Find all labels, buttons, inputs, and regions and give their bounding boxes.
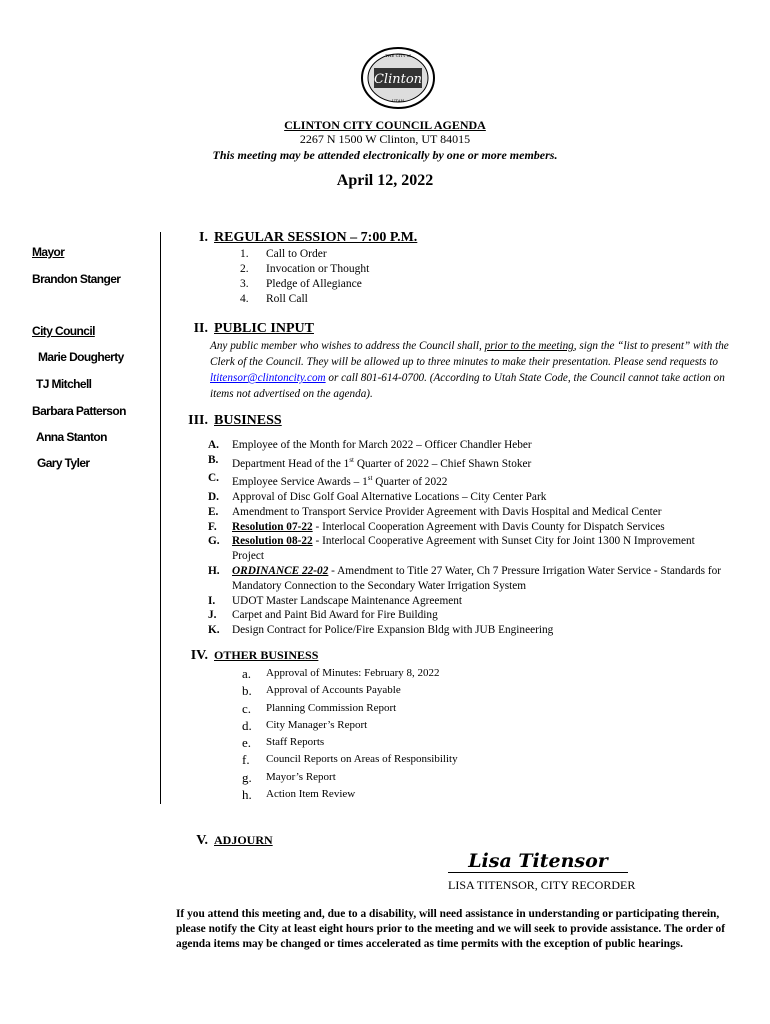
item-letter: c. (242, 700, 252, 716)
item-letter: C. (208, 472, 219, 485)
item-number: 2. (240, 263, 249, 275)
item-text: Action Item Review (266, 788, 356, 801)
section-other-business (174, 648, 318, 664)
list-item (240, 247, 369, 262)
item-text: Approval of Disc Golf Goal Alternative Locations – City Center Park (232, 490, 547, 503)
item-text: Invocation or Thought (266, 263, 370, 275)
item-letter: e. (242, 735, 252, 751)
list-item (208, 520, 728, 535)
resolution-label: Resolution 08-22 (232, 535, 313, 548)
item-text: Approval of Accounts Payable (266, 684, 401, 697)
list-item (208, 490, 728, 505)
item-letter: H. (208, 564, 220, 577)
svg-text:THE CITY of: THE CITY of (385, 53, 411, 58)
council-member: Gary Tyler (37, 456, 90, 470)
item-letter: G. (208, 535, 220, 548)
item-letter: h. (242, 787, 252, 803)
item-number: 3. (240, 278, 249, 290)
list-item (240, 262, 369, 277)
item-text: UDOT Master Landscape Maintenance Agreement (232, 594, 463, 607)
item-text: Amendment to Transport Service Provider Agreement with Davis Hospital and Medical Center (232, 505, 662, 518)
list-item (208, 438, 728, 453)
section-business (174, 413, 282, 429)
item-text: Roll Call (266, 293, 308, 305)
address: 2267 N 1500 W Clinton, UT 84015 (299, 132, 471, 146)
list-item (242, 751, 458, 768)
item-number: 1. (240, 248, 249, 260)
resolution-label: Resolution 07-22 (232, 520, 313, 533)
regular-session-list (240, 247, 369, 307)
item-text: City Manager’s Report (266, 718, 368, 731)
item-text: Approval of Minutes: February 8, 2022 (266, 667, 440, 679)
list-item (242, 769, 458, 786)
item-text (232, 453, 531, 472)
item-text (232, 564, 728, 594)
list-item (208, 608, 728, 623)
item-text: Employee of the Month for March 2022 – Officer Chandler Heber (232, 439, 532, 451)
list-item (242, 734, 458, 751)
list-item (208, 453, 728, 472)
item-text (232, 534, 728, 564)
list-item (208, 623, 728, 638)
city-seal-logo (360, 46, 436, 110)
signature: Lisa Titensor (448, 850, 628, 873)
item-text (232, 471, 447, 490)
item-letter: E. (208, 505, 219, 518)
item-text-part: - Interlocal Cooperation Agreement with Davis County for Dispatch Services (312, 520, 665, 533)
item-text: Carpet and Paint Bid Award for Fire Building (232, 609, 438, 622)
list-item (242, 717, 458, 734)
item-letter: d. (242, 717, 252, 733)
svg-text:UTAH: UTAH (391, 98, 405, 103)
meeting-date: April 12, 2022 (336, 172, 434, 189)
section-number: II. (193, 321, 208, 336)
superscript: st (367, 474, 373, 483)
council-member: Marie Dougherty (38, 350, 124, 364)
item-text: Call to Order (266, 248, 327, 260)
item-letter: D. (208, 490, 219, 503)
item-letter: J. (208, 609, 217, 622)
public-input-text (210, 338, 730, 402)
item-text-part: Quarter of 2022 (372, 476, 448, 489)
item-text-part: Quarter of 2022 – Chief Shawn Stoker (354, 457, 532, 470)
list-item (240, 277, 369, 292)
item-text: Pledge of Allegiance (266, 278, 362, 290)
item-letter: g. (242, 769, 252, 785)
agenda-title: CLINTON CITY COUNCIL AGENDA (284, 118, 486, 132)
para-text: , sign the “list to present” with the Clerk of the Council. They will be allowed up to three minutes to make their presentation. Please send requests to (210, 340, 729, 368)
section-regular-session (174, 230, 417, 246)
recorder-name: LISA TITENSOR, CITY RECORDER (448, 878, 636, 892)
other-business-list (242, 665, 458, 803)
item-text-part: Employee Service Awards – 1 (232, 476, 368, 489)
mayor-name: Brandon Stanger (32, 272, 121, 286)
section-adjourn (174, 833, 273, 849)
item-text-part: - Amendment to Title 27 Water, Ch 7 Pressure Irrigation Water Service - Standards for Mandatory Connection to the Secondary Water Irrigation System (232, 564, 721, 592)
superscript: st (349, 455, 354, 464)
council-member: TJ Mitchell (36, 377, 92, 391)
electronic-note: This meeting may be attended electronically by one or more members. (212, 148, 558, 162)
list-item (208, 471, 728, 490)
item-text-part: - Interlocal Cooperative Agreement with Sunset City for Joint 1300 N Improvement Project (232, 535, 695, 563)
item-letter: a. (242, 666, 252, 681)
item-letter: K. (208, 624, 220, 637)
list-item (208, 505, 728, 520)
list-item (208, 594, 728, 609)
list-item (240, 292, 369, 307)
para-underline: prior to the meeting (484, 340, 574, 352)
email-link[interactable]: ltitensor@clintoncity.com (210, 372, 326, 384)
list-item (208, 564, 728, 594)
svg-text:Clinton: Clinton (373, 72, 423, 87)
item-text-part: Department Head of the 1 (232, 457, 350, 470)
section-number: IV. (190, 648, 208, 663)
list-item (242, 786, 458, 803)
divider-line (160, 232, 161, 804)
section-title: OTHER BUSINESS (214, 648, 319, 662)
item-number: 4. (240, 293, 249, 305)
section-public-input (174, 321, 314, 337)
list-item (208, 534, 728, 564)
item-text: Design Contract for Police/Fire Expansion Bldg with JUB Engineering (232, 624, 554, 637)
list-item (242, 682, 458, 699)
list-item (242, 665, 458, 682)
list-item (242, 700, 458, 717)
section-number: V. (196, 833, 208, 848)
section-title: PUBLIC INPUT (214, 321, 314, 336)
section-number: III. (188, 413, 208, 428)
item-letter: I. (208, 594, 216, 607)
item-letter: B. (208, 453, 219, 466)
item-letter: b. (242, 683, 252, 699)
council-member: Barbara Patterson (32, 404, 126, 418)
item-text: Mayor’s Report (266, 770, 336, 783)
business-list (208, 438, 728, 638)
item-letter: A. (208, 439, 219, 451)
para-text: or call 801-614-0700. (According to Utah State Code, the Council cannot take action on items not advertised on the agenda). (210, 372, 725, 400)
council-member: Anna Stanton (36, 430, 107, 444)
item-text: Council Reports on Areas of Responsibility (266, 753, 458, 766)
para-text: Any public member who wishes to address the Council shall, (210, 340, 485, 352)
item-text: Staff Reports (266, 736, 325, 749)
item-text: Planning Commission Report (266, 701, 397, 714)
item-letter: F. (208, 520, 217, 533)
section-number: I. (199, 230, 208, 245)
item-letter: f. (242, 752, 250, 768)
disability-notice: If you attend this meeting and, due to a disability, will need assistance in understanding or participating therein, please notify the City at least eight hours prior to the meeting and we will seek to provide assistance. The order of agenda items may be changed or times accelerated as time permits with the exception of public hearings. (176, 908, 726, 950)
section-title: REGULAR SESSION – 7:00 P.M. (214, 230, 418, 245)
mayor-heading: Mayor (32, 245, 65, 259)
section-title: ADJOURN (214, 833, 273, 847)
section-title: BUSINESS (214, 413, 282, 428)
council-heading: City Council (32, 324, 95, 338)
item-text (232, 520, 665, 535)
ordinance-label: ORDINANCE 22-02 (232, 564, 329, 577)
